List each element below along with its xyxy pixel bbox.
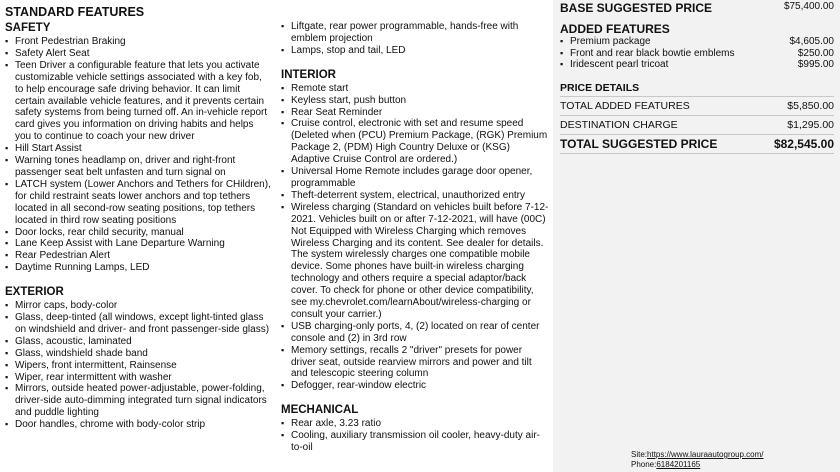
- list-item: ▪ Liftgate, rear power programmable, hands-free with emblem projection: [281, 21, 549, 45]
- site-link[interactable]: https://www.lauraautogroup.com/: [647, 450, 764, 459]
- list-item: ▪ Glass, acoustic, laminated: [5, 336, 271, 348]
- total-added-row: [560, 96, 834, 115]
- added-features-list: [560, 36, 834, 71]
- list-item: [560, 36, 834, 48]
- list-item: ▪ Remote start: [281, 83, 549, 95]
- features-column-left: [5, 0, 271, 431]
- option-price: $250.00: [797, 47, 834, 59]
- standard-features-title: STANDARD FEATURES: [5, 5, 145, 19]
- list-item: ▪ Rear axle, 3.23 ratio: [281, 418, 549, 430]
- total-added-value: $5,850.00: [787, 99, 834, 112]
- phone-link[interactable]: 6184201165: [656, 459, 701, 469]
- exterior-continued-list: [281, 21, 549, 57]
- phone-line: [631, 460, 764, 470]
- base-price-label: BASE SUGGESTED PRICE: [560, 1, 713, 15]
- added-features-title: ADDED FEATURES: [560, 22, 670, 36]
- price-details-title: PRICE DETAILS: [560, 81, 640, 94]
- list-item: ▪ Universal Home Remote includes garage door opener, programmable: [281, 166, 549, 190]
- list-item: ▪ Theft-deterrent system, electrical, unauthorized entry: [281, 190, 549, 202]
- site-line: [631, 450, 764, 460]
- base-price-row: [560, 0, 834, 15]
- total-price-label: TOTAL SUGGESTED PRICE: [560, 136, 718, 151]
- destination-value: $1,295.00: [787, 118, 834, 131]
- pricing-panel: [553, 0, 840, 472]
- option-name: ▪ Premium package: [560, 36, 651, 48]
- option-name: ▪ Iridescent pearl tricoat: [560, 59, 668, 71]
- list-item: ▪ Teen Driver a configurable feature that lets you activate customizable vehicle settings associated with a key fob, to help encourage safe driving behavior. It can limit certain available vehicle features, and it prevents certain safety systems from being turned off. An in-vehicle report card gives you information on driving habits and helps you to continue to coach your new driver: [5, 60, 271, 143]
- total-price-row: [560, 134, 834, 154]
- phone-label: Phone:: [631, 459, 657, 469]
- interior-list: [281, 83, 549, 393]
- list-item: ▪ LATCH system (Lower Anchors and Tethers for CHildren), for child restraint seats lower anchors and top tethers located in all second-row seating positions, top tethers located in third row seating positions: [5, 179, 271, 227]
- list-item: ▪ USB charging-only ports, 4, (2) located on rear of center console and (2) in 3rd row: [281, 321, 549, 345]
- list-item: ▪ Glass, deep-tinted (all windows, except light-tinted glass on windshield and driver- and front passenger-side glass): [5, 312, 271, 336]
- list-item: ▪ Daytime Running Lamps, LED: [5, 262, 271, 274]
- safety-list: [5, 36, 271, 274]
- list-item: ▪ Keyless start, push button: [281, 95, 549, 107]
- features-column-right: [281, 21, 549, 454]
- list-item: ▪ Rear Pedestrian Alert: [5, 250, 271, 262]
- destination-row: [560, 115, 834, 134]
- list-item: ▪ Cruise control, electronic with set and resume speed (Deleted when (PCU) Premium Package, (RGK) Premium Package 2, (PDM) High Country Deluxe or (KSG) Adaptive Cruise Control are ordered.): [281, 118, 549, 166]
- option-price: $4,605.00: [789, 36, 834, 47]
- list-item: ▪ Lamps, stop and tail, LED: [281, 45, 549, 57]
- list-item: ▪ Safety Alert Seat: [5, 48, 271, 60]
- interior-section-title: INTERIOR: [281, 68, 336, 81]
- dealer-contact: [631, 450, 764, 469]
- list-item: [560, 48, 834, 60]
- exterior-section-title: EXTERIOR: [5, 286, 64, 299]
- list-item: ▪ Cooling, auxiliary transmission oil cooler, heavy-duty air-to-oil: [281, 430, 549, 454]
- list-item: ▪ Front Pedestrian Braking: [5, 36, 271, 48]
- list-item: ▪ Lane Keep Assist with Lane Departure Warning: [5, 238, 271, 250]
- exterior-list: [5, 300, 271, 431]
- destination-label: DESTINATION CHARGE: [560, 118, 678, 131]
- site-label: Site:: [631, 450, 648, 459]
- list-item: [560, 59, 834, 71]
- list-item: ▪ Wireless charging (Standard on vehicles built before 7-12-2021. Vehicles built on or after 7-12-2021, will have (00C) Not Equipped with Wireless Charging which removes Wireless Charging and its content. See dealer for details. The system wirelessly charges one compatible mobile device. Some phones have built-in wireless charging technology and others require a special adaptor/back cover. To check for phone or other device compatibility, see my.chevrolet.com/learnAbout/wireless-charging or consult your carrier.): [281, 202, 549, 321]
- option-name: ▪ Front and rear black bowtie emblems: [560, 48, 735, 60]
- mechanical-section-title: MECHANICAL: [281, 404, 359, 417]
- list-item: ▪ Mirrors, outside heated power-adjustable, power-folding, driver-side auto-dimming integrated turn signal indicators and puddle lighting: [5, 383, 271, 419]
- safety-section-title: SAFETY: [5, 22, 51, 34]
- list-item: ▪ Wipers, front intermittent, Rainsense: [5, 360, 271, 372]
- list-item: ▪ Warning tones headlamp on, driver and right-front passenger seat belt unfasten and turn signal on: [5, 155, 271, 179]
- option-price: $995.00: [797, 59, 834, 70]
- base-price-value: $75,400.00: [783, 1, 834, 12]
- total-price-value: $82,545.00: [773, 136, 834, 151]
- mechanical-list: [281, 418, 549, 454]
- list-item: ▪ Memory settings, recalls 2 "driver" presets for power driver seat, outside rearview mirrors and power and tilt and telescopic steering column: [281, 345, 549, 381]
- list-item: ▪ Mirror caps, body-color: [5, 300, 271, 312]
- list-item: ▪ Glass, windshield shade band: [5, 348, 271, 360]
- list-item: ▪ Door handles, chrome with body-color strip: [5, 419, 271, 431]
- total-added-label: TOTAL ADDED FEATURES: [560, 99, 690, 112]
- list-item: ▪ Hill Start Assist: [5, 143, 271, 155]
- list-item: ▪ Wiper, rear intermittent with washer: [5, 372, 271, 384]
- list-item: ▪ Rear Seat Reminder: [281, 107, 549, 119]
- list-item: ▪ Door locks, rear child security, manual: [5, 227, 271, 239]
- list-item: ▪ Defogger, rear-window electric: [281, 380, 549, 392]
